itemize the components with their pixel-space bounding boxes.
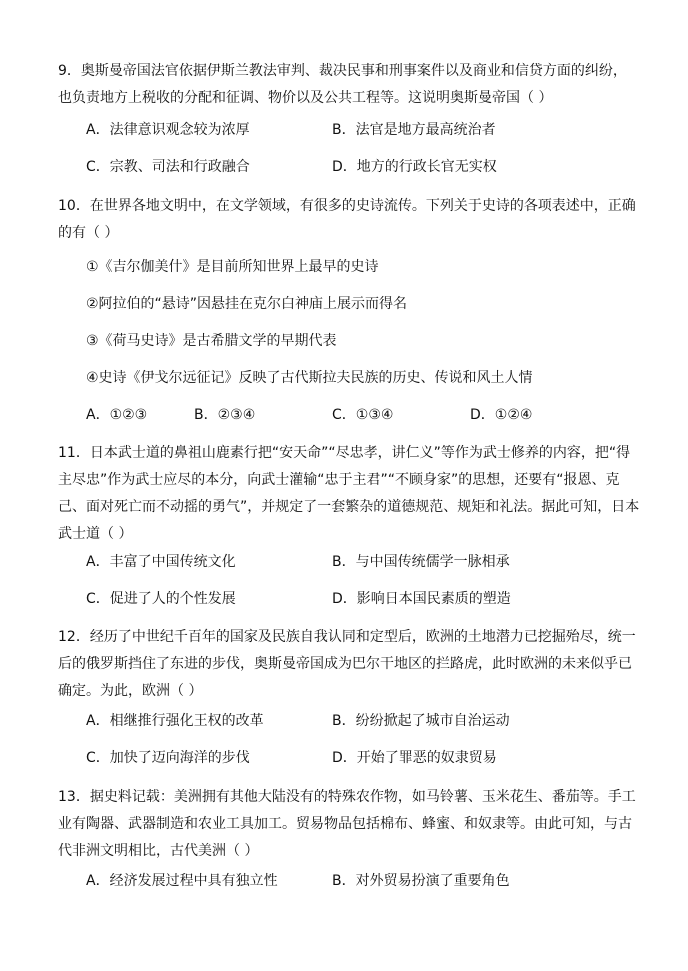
question-11-option-b[interactable]: B．与中国传统儒学一脉相承 — [332, 554, 510, 570]
question-13-stem: 13．据史料记载：美洲拥有其他大陆没有的特殊农作物，如马铃薯、玉米花生、番茄等。手工业有陶器、武器制造和农业工具加工。贸易物品包括棉布、蜂蜜、和奴隶等。由此可知，与古代非洲文明相比，古代美洲（ ） — [58, 789, 636, 859]
question-12-option-d[interactable]: D．开始了罪恶的奴隶贸易 — [332, 750, 497, 766]
question-10-stem: 10．在世界各地文明中，在文学领域，有很多的史诗流传。下列关于史诗的各项表述中，正确的有（ ） — [58, 198, 636, 241]
question-10-statement-2: ②阿拉伯的“悬诗”因悬挂在克尔白神庙上展示而得名 — [86, 296, 408, 312]
question-10-statement-1: ①《吉尔伽美什》是目前所知世界上最早的史诗 — [86, 259, 379, 275]
question-13-option-a[interactable]: A．经济发展过程中具有独立性 — [86, 873, 278, 889]
question-11-stem: 11．日本武士道的鼻祖山鹿素行把“安天命”“尽忠孝，讲仁义”等作为武士修养的内容，把“得主尽忠”作为武士应尽的本分，向武士灌输“忠于主君”“不顾身家”的思想，还要有“报恩、克己、面对死亡而不动摇的勇气”，并规定了一套繁杂的道德规范、规矩和礼法。据此可知，日本武士道（ ） — [58, 445, 640, 542]
question-10-option-b[interactable]: B．②③④ — [194, 407, 256, 423]
question-9-option-a[interactable]: A．法律意识观念较为浓厚 — [86, 122, 250, 138]
question-10-option-c[interactable]: C．①③④ — [332, 407, 394, 423]
question-12-option-c[interactable]: C．加快了迈向海洋的步伐 — [86, 750, 250, 766]
question-10-option-d[interactable]: D．①②④ — [470, 407, 533, 423]
question-9-option-d[interactable]: D．地方的行政长官无实权 — [332, 159, 497, 175]
question-10-option-a[interactable]: A．①②③ — [86, 407, 148, 423]
question-12-stem: 12．经历了中世纪千百年的国家及民族自我认同和定型后，欧洲的土地潜力已挖掘殆尽，统一后的俄罗斯挡住了东进的步伐，奥斯曼帝国成为巴尔干地区的拦路虎，此时欧洲的未来似乎已确定。为此，欧洲（ ） — [58, 629, 636, 699]
question-11-option-c[interactable]: C．促进了人的个性发展 — [86, 591, 236, 607]
question-13-option-b[interactable]: B．对外贸易扮演了重要角色 — [332, 873, 510, 889]
question-9-stem: 9．奥斯曼帝国法官依据伊斯兰教法审判、裁决民事和刑事案件以及商业和信贷方面的纠纷，也负责地方上税收的分配和征调、物价以及公共工程等。这说明奥斯曼帝国（ ） — [58, 63, 627, 106]
question-10-statement-3: ③《荷马史诗》是古希腊文学的早期代表 — [86, 333, 337, 349]
question-12-option-a[interactable]: A．相继推行强化王权的改革 — [86, 713, 264, 729]
question-9-option-b[interactable]: B．法官是地方最高统治者 — [332, 122, 496, 138]
question-12-option-b[interactable]: B．纷纷掀起了城市自治运动 — [332, 713, 510, 729]
question-10-statement-4: ④史诗《伊戈尔远征记》反映了古代斯拉夫民族的历史、传说和风土人情 — [86, 370, 533, 386]
question-11-option-a[interactable]: A．丰富了中国传统文化 — [86, 554, 236, 570]
question-11-option-d[interactable]: D．影响日本国民素质的塑造 — [332, 591, 511, 607]
question-9-option-c[interactable]: C．宗教、司法和行政融合 — [86, 159, 250, 175]
